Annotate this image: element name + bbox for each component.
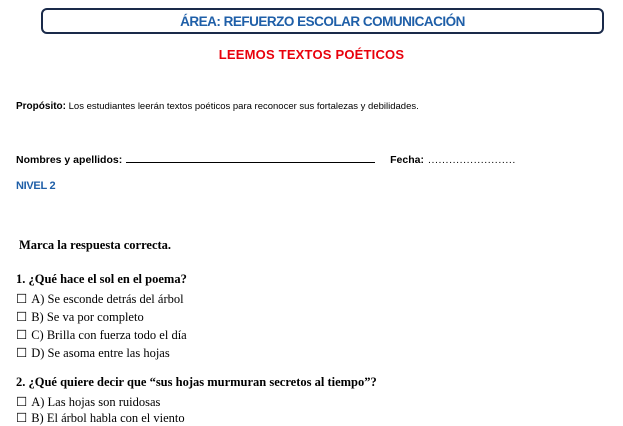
area-title: ÁREA: REFUERZO ESCOLAR COMUNICACIÓN <box>180 13 465 29</box>
names-blank-line[interactable] <box>126 153 375 163</box>
checkbox-icon[interactable]: ☐ <box>16 292 28 306</box>
question-2: 2. ¿Qué quiere decir que “sus hojas murmuran secretos al tiempo”? <box>16 375 377 389</box>
date-label: Fecha: <box>390 154 424 166</box>
document-subtitle: LEEMOS TEXTOS POÉTICOS <box>218 47 405 62</box>
level-heading: NIVEL 2 <box>16 180 56 192</box>
checkbox-icon[interactable]: ☐ <box>16 346 28 360</box>
option-2b[interactable] <box>16 410 185 426</box>
option-1b[interactable] <box>16 309 144 325</box>
option-label: B) Se va por completo <box>31 310 144 324</box>
option-label: A) Se esconde detrás del árbol <box>31 292 184 306</box>
option-2a[interactable] <box>16 394 160 410</box>
option-1d[interactable] <box>16 345 170 361</box>
option-label: D) Se asoma entre las hojas <box>31 346 170 360</box>
question-1: 1. ¿Qué hace el sol en el poema? <box>16 272 187 286</box>
checkbox-icon[interactable]: ☐ <box>16 395 28 409</box>
option-label: B) El árbol habla con el viento <box>31 411 185 425</box>
purpose-text: Los estudiantes leerán textos poéticos para reconocer sus fortalezas y debilidades. <box>68 101 419 112</box>
option-1a[interactable] <box>16 291 184 307</box>
option-label: C) Brilla con fuerza todo el día <box>31 328 187 342</box>
option-1c[interactable] <box>16 327 187 343</box>
instruction-text: Marca la respuesta correcta. <box>19 238 172 252</box>
checkbox-icon[interactable]: ☐ <box>16 310 28 324</box>
option-label: A) Las hojas son ruidosas <box>31 395 161 409</box>
checkbox-icon[interactable]: ☐ <box>16 328 28 342</box>
purpose-line <box>16 101 419 112</box>
purpose-label: Propósito: <box>16 101 66 112</box>
date-blank[interactable]: ......................... <box>427 154 516 166</box>
checkbox-icon[interactable]: ☐ <box>16 411 28 425</box>
names-label: Nombres y apellidos: <box>16 154 123 166</box>
area-header-box <box>41 8 604 34</box>
student-info-row <box>16 153 516 166</box>
